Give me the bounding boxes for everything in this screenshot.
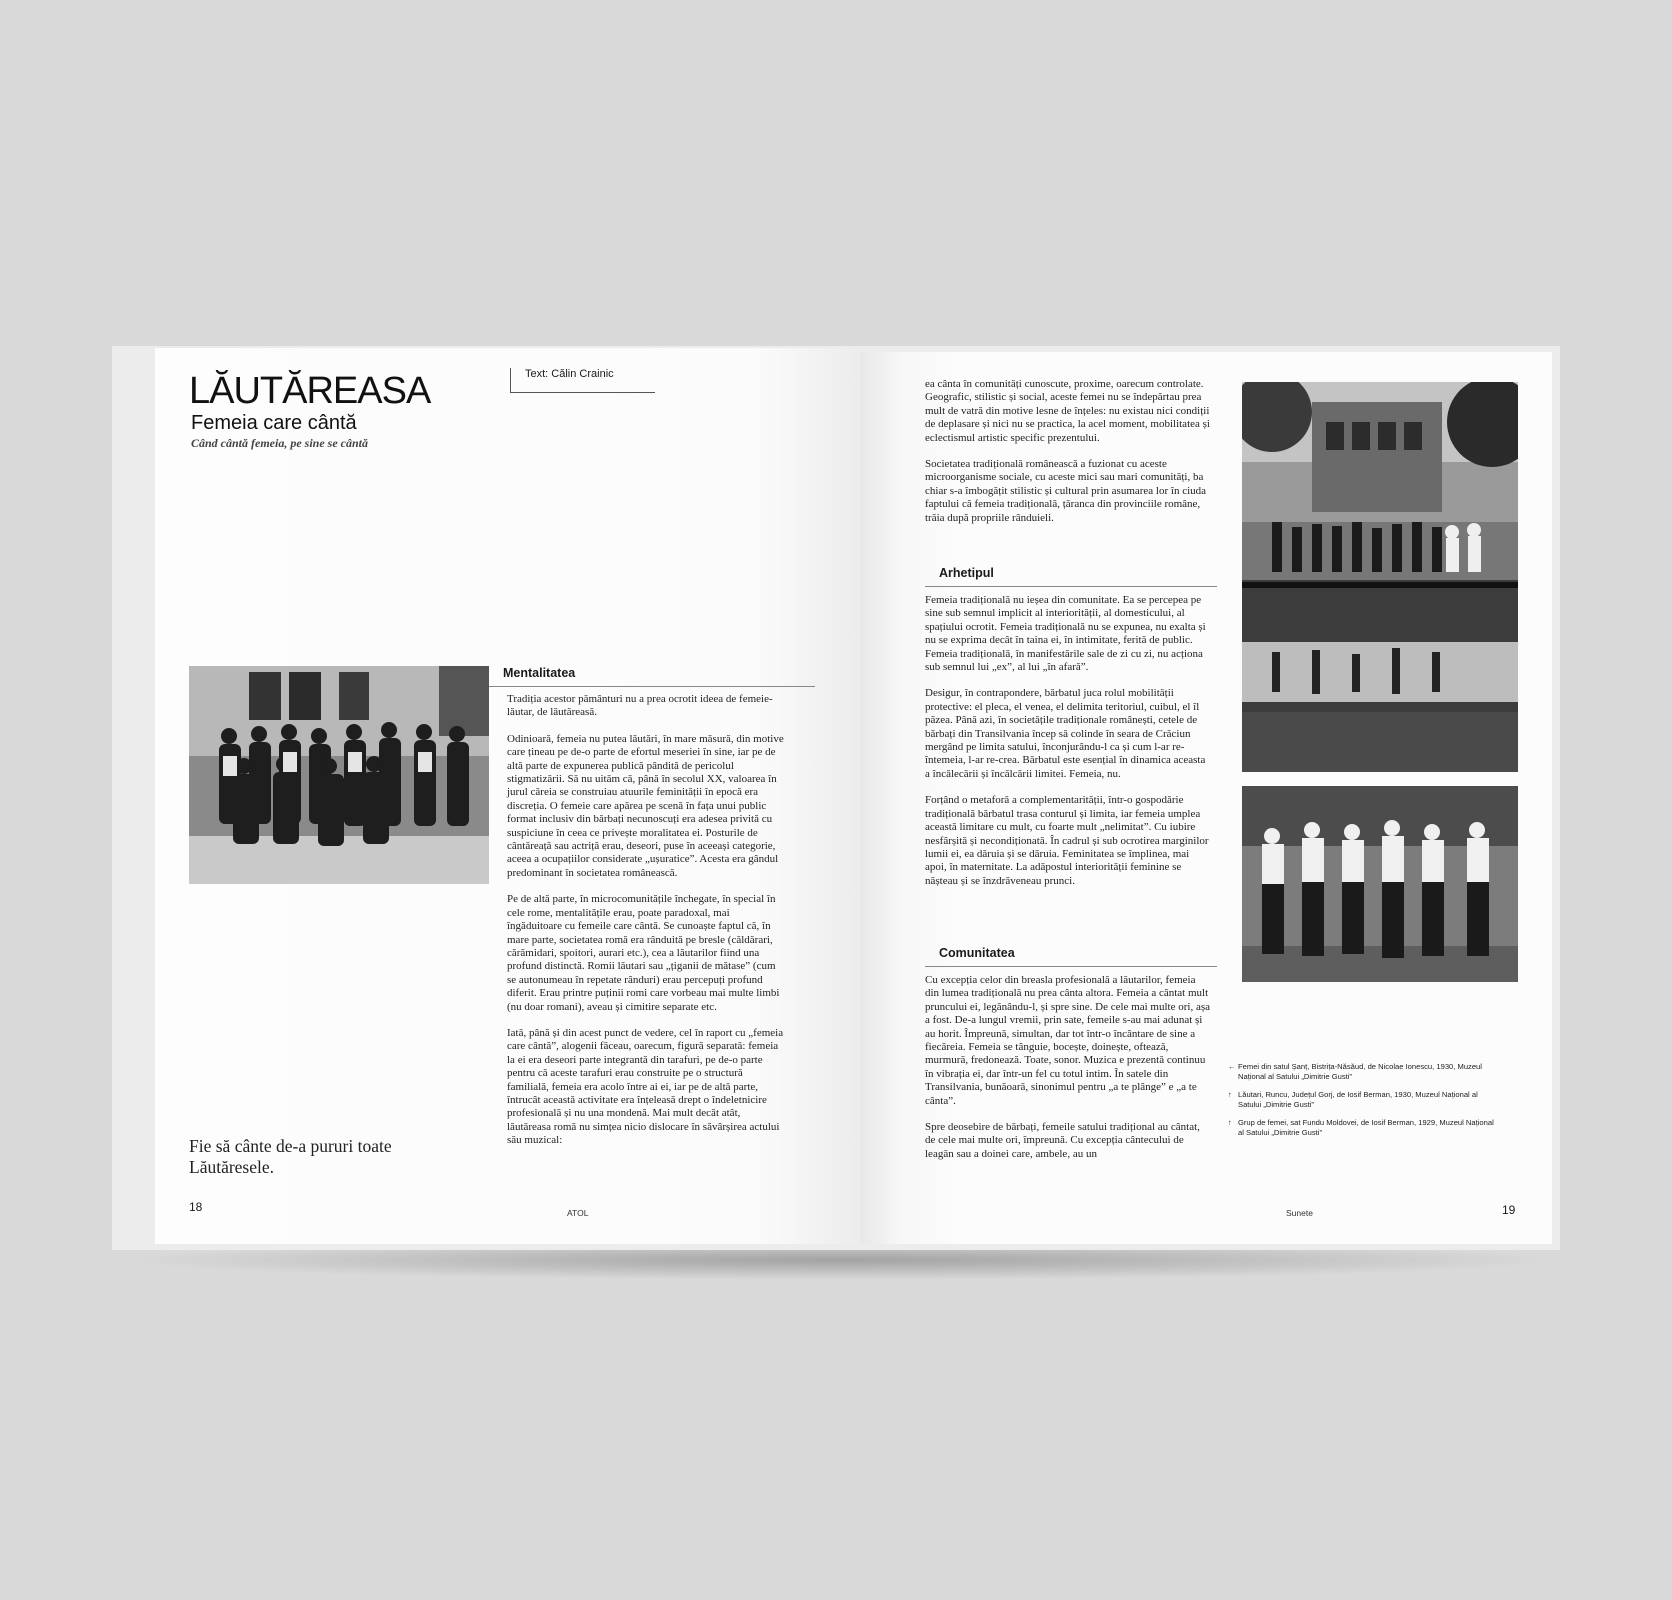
right-body-text-arhetip	[925, 594, 1210, 901]
left-page	[155, 348, 860, 1244]
section-heading-comunitatea: Comunitatea	[925, 946, 1217, 967]
paragraph: ea cânta în comunități cunoscute, proxime, oarecum controlate. Geografic, stilistic și social, aceste femei nu se îndepărtau prea mult de vatră din motive lesne de înțeles: nu existau nici condiții de deplasare și nici nu se practica, la acel moment, mobilitatea și eclectismul artistic specific prezentului.	[925, 378, 1210, 444]
page-number-left: 18	[189, 1200, 203, 1214]
arrow-up-icon: ↑	[1228, 1118, 1232, 1127]
photo-captions	[1228, 1062, 1500, 1146]
right-body-text-comunitate	[925, 974, 1210, 1174]
paragraph: Spre deosebire de bărbați, femeile satului tradițional au cântat, de cele mai multe ori, împreună. Cu excepția cântecului de leagăn sau a doinei care, ambele, au un	[925, 1121, 1200, 1160]
photo-women-fundu-moldovei	[1242, 786, 1518, 982]
pull-quote: Fie să cânte de-a pururi toate Lăutăresele.	[189, 1136, 392, 1177]
article-tagline: Când cântă femeia, pe sine se cântă	[191, 436, 368, 450]
photo-lautari-runcu	[1242, 382, 1518, 772]
section-heading-arhetipul: Arhetipul	[925, 566, 1217, 587]
paragraph: Femeia tradițională nu ieșea din comunitate. Ea se percepea pe sine sub semnul implicit al interiorității, al domesticului, al spațiului ocrotit. Femeia tradițională nu se expunea, nu exalta și nu se exprima decât în taina ei, în intimitate, ferită de public. Femeia tradițională, în manifestările sale de zi cu zi, nu acționa sub semnul lui „ex”, al lui „în afară”.	[925, 594, 1206, 674]
caption-item	[1228, 1118, 1500, 1138]
left-body-text	[507, 693, 787, 1161]
page-number-right: 19	[1502, 1203, 1516, 1217]
paragraph: Pe de altă parte, în microcomunitățile închegate, în special în cele rome, mentalitățile erau, poate paradoxal, mai îngăduitoare cu femeile care cântă. Se cunoaște faptul că, în mare parte, societatea romă era rânduită pe bresle (căldărari, cărămidari, spoitori, aurari etc.), cea a lăutarilor fiind una profund distinctă. Romii lăutari sau „țiganii de mătase” (cum se autonumeau în repetate rânduri) erau percepuți profund diferit. Erau printre puținii romi care vorbeau mai multe limbi (nu doar romani), aveau și cimitire separate etc.	[507, 893, 780, 1013]
photo-women-group-sant	[189, 666, 489, 884]
arrow-up-icon: ↑	[1228, 1090, 1232, 1099]
author-credit: Text: Călin Crainic	[510, 368, 655, 393]
article-title: LĂUTĂREASA	[189, 370, 431, 412]
caption-item	[1228, 1062, 1500, 1082]
paragraph: Cu excepția celor din breasla profesională a lăutarilor, femeia din lumea tradițională nu prea cânta altora. Femeia a cântat mult pruncului ei, legănându-l, și spre sine. De cele mai multe ori, așa a fost. De-a lungul vremii, prin sate, femeile s-au mai adunat și au horit. Împreună, simultan, dar tot într-o încântare de sine a fiecăreia. Femeia se tânguie, bocește, doinește, oftează, murmură, fredonează. Toate, sonor. Muzica e prezentă continuu în vibrația ei, dar într-un fel cu totul intim. În satele din Transilvania, bunăoară, sinonimul pentru „a te plânge” e „a te cânta”.	[925, 974, 1210, 1107]
running-head-right: Sunete	[1286, 1208, 1313, 1218]
section-heading-mentalitatea: Mentalitatea	[489, 666, 815, 687]
caption-text: Lăutari, Runcu, Județul Gorj, de Iosif Berman, 1930, Muzeul Național al Satului „Dimitrie Gusti”	[1238, 1090, 1478, 1109]
running-head-left: ATOL	[567, 1208, 589, 1218]
paragraph: Desigur, în contrapondere, bărbatul juca rolul mobilității protective: el pleca, el venea, el delimita teritoriul, cuibul, el îl păzea. Până azi, în societățile tradiționale românești, cetele de bărbați din Transilvania încep să colinde în seara de Crăciun mergând pe limita satului, înconjurându-l ca și cum l-ar re-întemeia, l-ar re-crea. Bărbatul este esențial în dinamica aceasta a încălecării și încălcării limitei. Femeia, nu.	[925, 687, 1206, 780]
arrow-left-icon: ←	[1228, 1062, 1236, 1071]
caption-item	[1228, 1090, 1500, 1110]
paragraph: Societatea tradițională românească a fuzionat cu aceste microorganisme sociale, cu aceste mici sau mari comunități, ba chiar s-a îmbogățit stilistic și cultural prin asumarea lor în ciuda faptului că femeia tradițională, țăranca din provinciile române, trăia după propriile rânduieli.	[925, 458, 1207, 524]
paragraph: Forțând o metaforă a complementarității, într-o gospodărie tradițională bărbatul trasa conturul și limita, iar femeia umplea această limitare cu mult, cu foarte mult „nelimitat”. Cu iubire nesfârșită și necondiționată. În cadrul și sub ocrotirea marginilor lumii ei, ea dăruia și se dăruia. Feminitatea se împlinea, mai apoi, în maternitate. La adăpostul interiorității feminine se nășteau și se înzdrăveneau prunci.	[925, 794, 1209, 887]
right-page	[860, 352, 1552, 1244]
caption-text: Grup de femei, sat Fundu Moldovei, de Iosif Berman, 1929, Muzeul Național al Satului „Dimitrie Gusti”	[1238, 1118, 1494, 1137]
paragraph: Tradiția acestor pământuri nu a prea ocrotit ideea de femeie-lăutar, de lăutăreasă.	[507, 693, 773, 719]
article-subtitle: Femeia care cântă	[191, 412, 357, 434]
paragraph: Odinioară, femeia nu putea lăutări, în mare măsură, din motive care țineau pe de-o parte de efortul meseriei în sine, iar pe de altă parte de expunerea publică pândită de pericolul stigmatizării. Să nu uităm că, până în secolul XX, valoarea în jurul căreia se construiau atuurile feminității în epocă era discreția. O femeie care apărea pe scenă în fața unui public format inclusiv din bărbați necunoscuți era adesea privită cu suspiciune în ceea ce privește moralitatea ei. Posturile de cântăreață sau actriță erau, deseori, puse în aceeași categorie, aceea a ocupațiilor considerate „ușuratice”. Acesta era gândul predominant în societatea românească.	[507, 732, 784, 879]
caption-text: Femei din satul Șanț, Bistrița-Năsăud, de Nicolae Ionescu, 1930, Muzeul Național al Satului „Dimitrie Gusti”	[1238, 1062, 1482, 1081]
paragraph: Iată, până și din acest punct de vedere, cel în raport cu „femeia care cântă”, alogenii făceau, oarecum, figură separată: femeia la ei era deseori parte integrantă din tarafuri, pe de-o parte pentru că aceste tarafuri erau construite pe o structură familială, femeia era acolo între ai ei, iar pe de altă parte, întrucât această activitate era înțeleasă drept o îndeletnicire profesională și nu una mondenă. Mai mult decât atât, lăutăreasa romă nu simțea nicio dislocare în săvârșirea actului său muzical:	[507, 1026, 784, 1147]
right-body-text	[925, 378, 1210, 538]
